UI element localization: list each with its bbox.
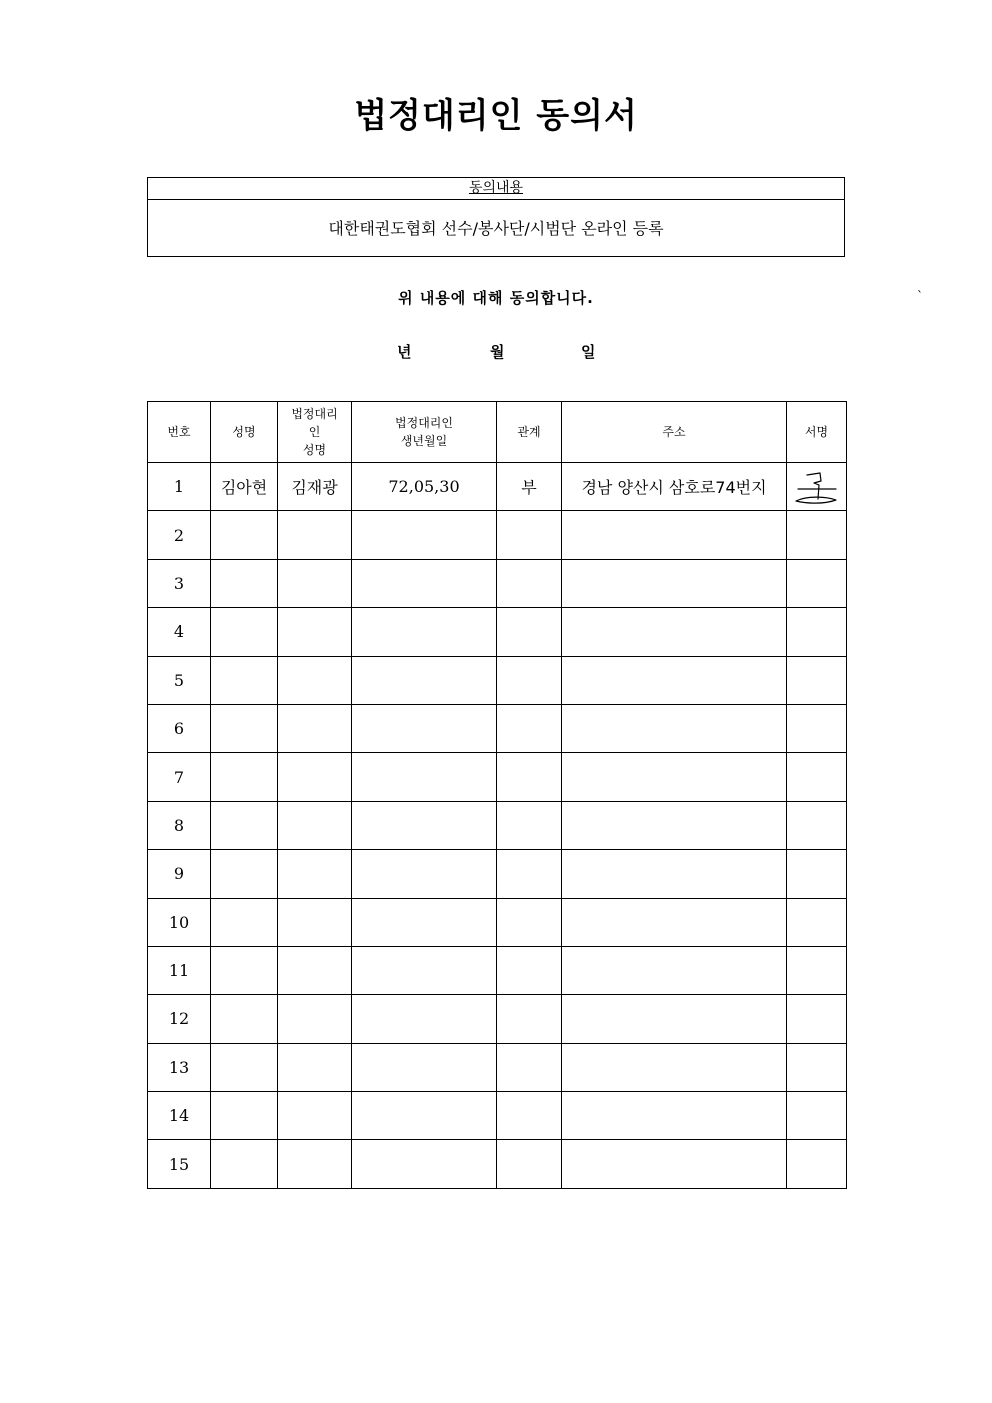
cell-guardian-birth [352, 753, 497, 801]
cell-address [562, 656, 787, 704]
cell-guardian-name [278, 559, 352, 607]
cell-address [562, 608, 787, 656]
table-row [148, 559, 847, 607]
guardian-table [147, 401, 847, 1189]
cell-address [562, 898, 787, 946]
cell-relation [497, 608, 562, 656]
cell-no: 14 [148, 1092, 211, 1140]
cell-no: 13 [148, 1043, 211, 1091]
header-name: 성명 [211, 402, 278, 463]
cell-address [562, 850, 787, 898]
cell-guardian-birth [352, 1092, 497, 1140]
header-relation: 관계 [497, 402, 562, 463]
cell-guardian-birth [352, 995, 497, 1043]
cell-relation [497, 946, 562, 994]
table-row [148, 995, 847, 1043]
cell-signature [787, 1043, 847, 1091]
cell-relation [497, 801, 562, 849]
cell-guardian-name [278, 511, 352, 559]
cell-signature [787, 463, 847, 511]
cell-name [211, 1092, 278, 1140]
consent-content-header-label: 동의내용 [468, 180, 524, 196]
cell-name [211, 946, 278, 994]
cell-name [211, 656, 278, 704]
cell-guardian-birth [352, 704, 497, 752]
table-row [148, 511, 847, 559]
cell-signature [787, 946, 847, 994]
stray-tick-mark: ` [917, 289, 923, 303]
cell-relation [497, 1140, 562, 1188]
cell-signature [787, 753, 847, 801]
cell-guardian-name [278, 995, 352, 1043]
cell-guardian-name [278, 1092, 352, 1140]
cell-no: 10 [148, 898, 211, 946]
cell-guardian-name [278, 608, 352, 656]
cell-guardian-name [278, 801, 352, 849]
header-guardian-birth-line1: 법정대리인 [395, 416, 453, 430]
cell-address [562, 704, 787, 752]
cell-no: 5 [148, 656, 211, 704]
cell-name [211, 995, 278, 1043]
cell-guardian-birth: 72,05,30 [352, 463, 497, 511]
cell-signature [787, 801, 847, 849]
table-header-row [148, 402, 847, 463]
cell-name [211, 608, 278, 656]
header-guardian-birth [352, 402, 497, 463]
cell-no: 1 [148, 463, 211, 511]
cell-name [211, 898, 278, 946]
cell-name: 김아현 [211, 463, 278, 511]
cell-signature [787, 995, 847, 1043]
cell-no: 15 [148, 1140, 211, 1188]
cell-guardian-birth [352, 559, 497, 607]
header-address: 주소 [562, 402, 787, 463]
cell-name [211, 753, 278, 801]
table-row [148, 1140, 847, 1188]
cell-address [562, 1043, 787, 1091]
handwritten-signature [792, 467, 842, 507]
cell-signature [787, 898, 847, 946]
page-title: 법정대리인 동의서 [354, 96, 638, 136]
cell-relation [497, 656, 562, 704]
cell-relation [497, 1092, 562, 1140]
header-guardian-name-line3: 성명 [302, 443, 327, 457]
table-row [148, 1092, 847, 1140]
cell-relation [497, 995, 562, 1043]
cell-address [562, 995, 787, 1043]
cell-signature [787, 559, 847, 607]
header-guardian-name-line2: 인 [308, 425, 321, 439]
header-guardian-birth-line2: 생년월일 [400, 434, 448, 448]
cell-guardian-name [278, 656, 352, 704]
cell-guardian-birth [352, 898, 497, 946]
table-row [148, 656, 847, 704]
header-guardian-name-line1: 법정대리 [291, 407, 338, 421]
table-row [148, 608, 847, 656]
cell-signature [787, 850, 847, 898]
cell-guardian-name [278, 850, 352, 898]
consent-content-box [147, 177, 845, 257]
header-guardian-name [278, 402, 352, 463]
cell-signature [787, 1092, 847, 1140]
cell-guardian-birth [352, 511, 497, 559]
cell-relation [497, 898, 562, 946]
table-row [148, 753, 847, 801]
table-row [148, 946, 847, 994]
cell-name [211, 801, 278, 849]
cell-relation [497, 1043, 562, 1091]
cell-guardian-name [278, 704, 352, 752]
cell-guardian-birth [352, 946, 497, 994]
cell-address [562, 801, 787, 849]
table-row [148, 1043, 847, 1091]
cell-address [562, 559, 787, 607]
date-month-label: 월 [490, 343, 505, 361]
cell-no: 7 [148, 753, 211, 801]
cell-signature [787, 704, 847, 752]
cell-address [562, 946, 787, 994]
cell-address [562, 1092, 787, 1140]
cell-guardian-birth [352, 850, 497, 898]
table-row [148, 704, 847, 752]
cell-no: 3 [148, 559, 211, 607]
date-day-label: 일 [581, 343, 596, 361]
header-no: 번호 [148, 402, 211, 463]
cell-guardian-birth [352, 656, 497, 704]
cell-address [562, 753, 787, 801]
table-body [148, 463, 847, 1189]
cell-name [211, 1140, 278, 1188]
date-year-label: 년 [397, 343, 412, 361]
cell-relation [497, 511, 562, 559]
cell-guardian-birth [352, 608, 497, 656]
cell-no: 8 [148, 801, 211, 849]
cell-address [562, 1140, 787, 1188]
cell-guardian-name [278, 946, 352, 994]
cell-relation [497, 753, 562, 801]
cell-name [211, 704, 278, 752]
cell-no: 2 [148, 511, 211, 559]
cell-guardian-name [278, 1043, 352, 1091]
cell-relation [497, 704, 562, 752]
cell-signature [787, 656, 847, 704]
table-row [148, 463, 847, 511]
cell-guardian-birth [352, 1043, 497, 1091]
cell-name [211, 1043, 278, 1091]
cell-address [562, 511, 787, 559]
cell-no: 6 [148, 704, 211, 752]
cell-signature [787, 608, 847, 656]
agree-statement: 위 내용에 대해 동의합니다. [398, 289, 594, 307]
table-row [148, 898, 847, 946]
cell-signature [787, 511, 847, 559]
cell-guardian-name [278, 1140, 352, 1188]
cell-no: 4 [148, 608, 211, 656]
cell-relation [497, 850, 562, 898]
cell-no: 12 [148, 995, 211, 1043]
cell-guardian-name [278, 898, 352, 946]
cell-no: 11 [148, 946, 211, 994]
table-row [148, 801, 847, 849]
cell-relation: 부 [497, 463, 562, 511]
cell-guardian-name [278, 753, 352, 801]
cell-name [211, 850, 278, 898]
cell-guardian-birth [352, 1140, 497, 1188]
table-row [148, 850, 847, 898]
cell-signature [787, 1140, 847, 1188]
header-signature: 서명 [787, 402, 847, 463]
cell-guardian-birth [352, 801, 497, 849]
consent-content-header [148, 178, 844, 200]
cell-relation [497, 559, 562, 607]
consent-content-body: 대한태권도협회 선수/봉사단/시범단 온라인 등록 [328, 219, 664, 238]
cell-guardian-name: 김재광 [278, 463, 352, 511]
cell-name [211, 511, 278, 559]
cell-name [211, 559, 278, 607]
cell-no: 9 [148, 850, 211, 898]
cell-address: 경남 양산시 삼호로74번지 [562, 463, 787, 511]
